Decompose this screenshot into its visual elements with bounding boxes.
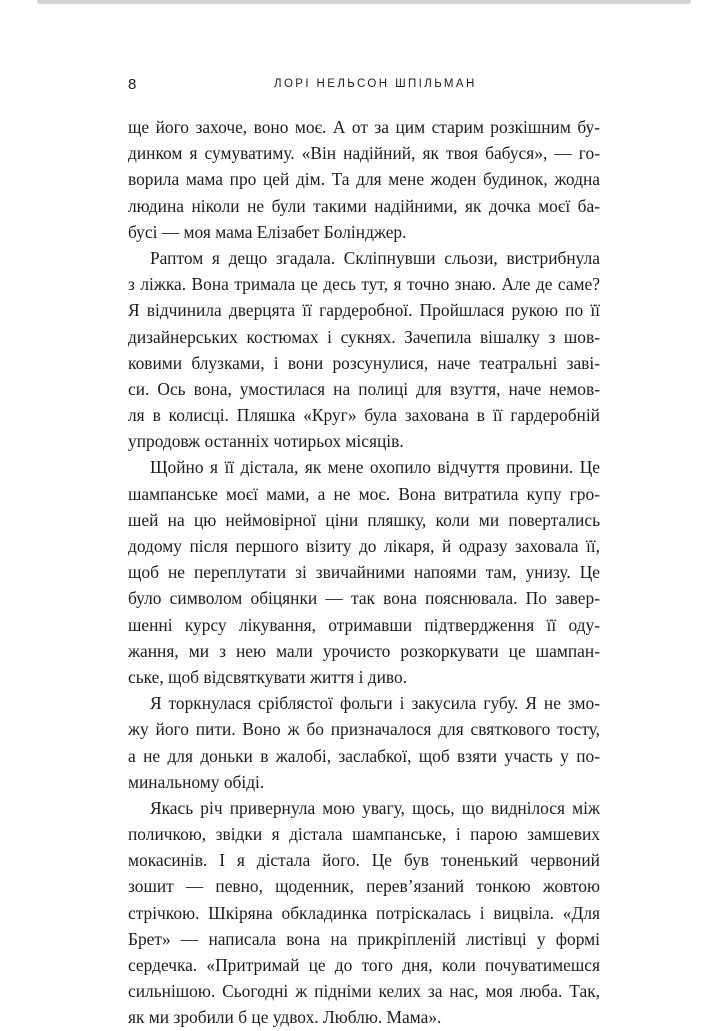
page-top-edge: [37, 0, 691, 4]
page-header: [128, 76, 628, 96]
text-line: ще його захоче, воно моє. А от за цим старим розкішним бу-: [128, 117, 600, 137]
text-line: бусі — моя мама Елізабет Болінджер.: [128, 221, 407, 242]
text-line: як ми зробили б це удвох. Люблю. Мама».: [128, 1007, 442, 1028]
text-line: ковими блузками, і вони розсунулися, наче театральні заві-: [128, 352, 600, 373]
text-line: з ліжка. Вона тримала це десь тут, я точно знаю. Але де саме?: [128, 274, 600, 295]
text-line: ське, щоб відсвяткувати життя і диво.: [128, 666, 408, 687]
text-line: Щойно я її дістала, як мене охопило відчуття провини. Це: [150, 457, 600, 478]
text-line: Брет» — написала вона на прикріпленій листівці у формі: [128, 928, 600, 949]
text-line: поличкою, звідки я дістала шампанське, і парою замшевих: [128, 824, 600, 845]
text-line: стрічкою. Шкіряна обкладинка потріскалась і вицвіла. «Для: [128, 902, 600, 923]
text-line: сердечка. «Притримай це до того дня, коли почуватимешся: [128, 955, 600, 975]
text-line: зошит — певно, щоденник, перев’язаний тонкою жовтою: [128, 876, 600, 897]
text-line: Раптом я дещо згадала. Скліпнувши сльози, вистрибнула: [150, 247, 600, 268]
text-line: дизайнерських костюмах і сукнях. Зачепила вішалку з шов-: [128, 326, 600, 347]
text-line: минальному обіді.: [128, 771, 265, 792]
text-line: шей на цю неймовірної ціни пляшку, коли ми повертались: [128, 509, 600, 530]
text-line: щоб не переплутати зі звичайними напоями там, унизу. Це: [128, 562, 600, 583]
text-line: сильнішою. Сьогодні ж підніми келих за нас, моя люба. Так,: [128, 981, 600, 1002]
text-line: жу його пити. Воно ж бо призначалося для святкового тосту,: [128, 719, 600, 740]
page-number: 8: [128, 76, 137, 93]
text-line: Я відчинила дверцята її гардеробної. Пройшлася рукою по її: [128, 300, 600, 321]
text-line: жання, ми з нею мали урочисто розкоркувати це шампан-: [128, 640, 600, 661]
text-line: а не для доньки в жалобі, заслабкої, щоб взяти участь у по-: [128, 745, 600, 766]
text-line: динком я сумуватиму. «Він надійний, як твоя бабуся», — го-: [128, 143, 600, 164]
text-line: Якась річ привернула мою увагу, щось, що виднілося між: [150, 797, 600, 818]
text-line: Я торкнулася сріблястої фольги і закусила губу. Я не змо-: [150, 693, 600, 714]
text-line: шампанське моєї мами, а не моє. Вона витратила купу гро-: [128, 483, 600, 504]
text-line: мокасинів. І я дістала його. Це був тоненький червоний: [128, 850, 600, 871]
text-line: ля в колисці. Пляшка «Круг» була захована в її гардеробній: [128, 405, 600, 426]
running-head: ЛОРІ НЕЛЬСОН ШПІЛЬМАН: [274, 78, 477, 90]
text-line: людина ніколи не були такими надійними, як дочка моєї ба-: [128, 195, 600, 216]
text-line: додому після першого візиту до лікаря, й одразу заховала її,: [128, 536, 600, 556]
text-line: ворила мама про цей дім. Та для мене жоден будинок, жодна: [128, 169, 600, 190]
text-line: упродовж останніх чотирьох місяців.: [128, 431, 404, 452]
text-line: було символом обіцянки — так вона пояснювала. По завер-: [128, 588, 600, 609]
text-line: шенні курсу лікування, отримавши підтвердження її оду-: [128, 614, 600, 635]
text-line: си. Ось вона, умостилася на полиці для взуття, наче немов-: [128, 378, 600, 399]
body-text: [128, 114, 600, 1031]
